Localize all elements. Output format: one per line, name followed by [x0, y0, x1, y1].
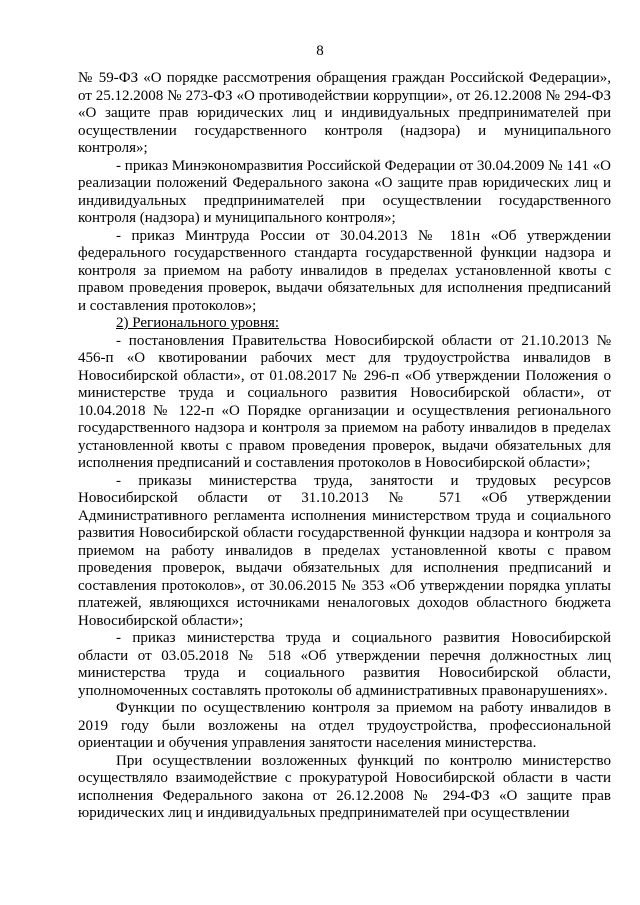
paragraph-government-resolutions: - постановления Правительства Новосибирской области от 21.10.2013 № 456-п «О квотировании рабочих мест для трудоустройства инвалидов в Новосибирской области», от 01.08.2017 № 296-п «Об утверждении Положения о министерстве труда и социального развития Новосибирской области», от 10.04.2018 № 122-п «О Порядке организации и осуществления регионального государственного надзора и контроля за приемом на работу инвалидов в пределах установленной квоты с правом проведения проверок, выдачи обязательных для исполнения предписаний и составления протоколов в Новосибирской области»;: [78, 332, 611, 471]
section-heading-regional-level: 2) Регионального уровня:: [116, 315, 280, 331]
page-number: 8: [316, 43, 324, 59]
paragraph-prosecutor-interaction: При осуществлении возложенных функций по контролю министерство осуществляло взаимодействие с прокуратурой Новосибирской области в части исполнения Федерального закона от 26.12.2008 № 294-ФЗ «О защите прав юридических лиц и индивидуальных предпринимателей при осуществлении: [78, 752, 611, 821]
paragraph-order-mineconomrazvitiya: - приказ Минэкономразвития Российской Федерации от 30.04.2009 № 141 «О реализации положений Федерального закона «О защите прав юридических лиц и индивидуальных предпринимателей при осуществлении государственного контроля (надзора) и муниципального контроля»;: [78, 157, 611, 226]
paragraph-control-functions: Функции по осуществлению контроля за приемом на работу инвалидов в 2019 году были возложены на отдел трудоустройства, профессиональной ориентации и обучения управления занятости населения министерства.: [78, 700, 611, 751]
paragraph-ministry-orders: - приказы министерства труда, занятости и трудовых ресурсов Новосибирской области от 31.10.2013 № 571 «Об утверждении Административного регламента исполнения министерством труда и социального развития Новосибирской области государственной функции надзора и контроля за приемом на работу инвалидов в пределах установленной квоты с правом проведения проверок, выдачи обязательных для исполнения предписаний и составления протоколов», от 30.06.2015 № 353 «Об утверждении порядка уплаты платежей, являющихся источниками неналоговых доходов областного бюджета Новосибирской области»;: [78, 472, 611, 629]
paragraph-order-mintrud: - приказ Минтруда России от 30.04.2013 № 181н «Об утверждении федерального государственного стандарта государственной функции надзора и контроля за приемом на работу инвалидов в пределах установленной квоты с правом проведения проверок, выдачи обязательных для исполнения предписаний и составления протоколов»;: [78, 227, 611, 314]
paragraph-federal-laws-continued: № 59-ФЗ «О порядке рассмотрения обращения граждан Российской Федерации», от 25.12.2008 № 273-ФЗ «О противодействии коррупции», от 26.12.2008 № 294-ФЗ «О защите прав юридических лиц и индивидуальных предпринимателей при осуществлении государственного контроля (надзора) и муниципального контроля»;: [78, 70, 611, 156]
paragraph-ministry-order-518: - приказ министерства труда и социального развития Новосибирской области от 03.05.2018 № 518 «Об утверждении перечня должностных лиц министерства труда и социального развития Новосибирской области, уполномоченных составлять протоколы об административных правонарушениях».: [78, 630, 611, 699]
document-body: [78, 70, 611, 823]
